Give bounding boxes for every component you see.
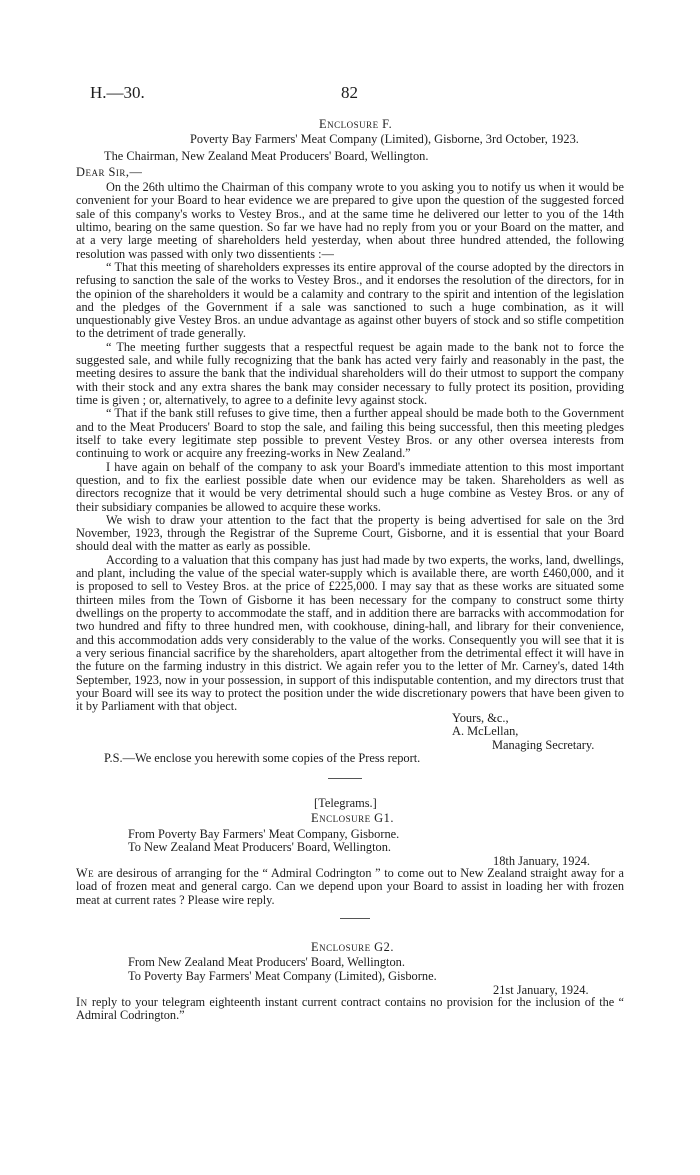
letter-paragraph: On the 26th ultimo the Chairman of this company wrote to you asking you to notify us when it would be convenient for your Board to hear evidence we are prepared to give upon the question of the suggested forced sale of this company's works to Vestey Bros., and at the same time he delivered our letter to you of the 14th ultimo, bearing on the same question. So far we have had no reply from you or your Board on the matter, and at a very large meeting of shareholders held yesterday, when about three hundred attended, the following resolution was passed with only two dissentients :— — [76, 180, 624, 261]
enclosure-f-addressee: The Chairman, New Zealand Meat Producers' Board, Wellington. — [104, 149, 429, 163]
section-divider — [328, 778, 362, 779]
telegrams-label: [Telegrams.] — [314, 796, 377, 810]
section-divider — [340, 918, 370, 919]
document-reference: H.—30. — [90, 83, 145, 102]
enclosure-g1-body — [76, 867, 624, 907]
enclosure-g2-text: reply to your telegram eighteenth instant current contract contains no provision for the inclusion of the “ Admiral Codrington.” — [76, 995, 624, 1023]
enclosure-f-letter-body — [76, 181, 624, 714]
resolution-paragraph: “ That this meeting of shareholders expresses its entire approval of the course adopted by the directors in refusing to sanction the sale of the works to Vestey Bros., and it endorses the resolution of the directors, for in the opinion of the shareholders it would be a calamity and contrary to the spirit and intention of the legislation and the pledges of the Government if a sale was sanctioned to such a huge combination, as it will unquestionably give Vestey Bros. an undue advantage as against other buyers of stock and so stifle competition to the detriment of trade generally. — [76, 259, 624, 341]
enclosure-g1-to: To New Zealand Meat Producers' Board, Wellington. — [128, 840, 392, 854]
enclosure-g1-heading: Enclosure G1. — [311, 811, 394, 825]
resolution-paragraph: “ The meeting further suggests that a respectful request be again made to the bank not to force the suggested sale, and while fully recognizing that the bank has acted very fairly and reasonably in the past, the meeting desires to assure the bank that the individual shareholders will do their utmost to support the company with their stock and any extra shares the bank may consider necessary to fully protect its position, providing time is given ; or, alternatively, to agree to a definite levy against stock. — [76, 339, 624, 407]
letter-signature: A. McLellan, — [452, 724, 519, 738]
letter-paragraph: We wish to draw your attention to the fact that the property is being advertised for sale on the 3rd November, 1923, through the Registrar of the Supreme Court, Gisborne, and it is essential that your Board should deal with the matter as early as possible. — [76, 512, 624, 554]
resolution-paragraph: “ That if the bank still refuses to give time, then a further appeal should be made both to the Government and to the Meat Producers' Board to stop the sale, and failing this being successful, then this meeting pledges itself to take every legitimate step possible to prevent Vestey Bros. or any other oversea interests from continuing to work or acquire any freezing-works in New Zealand.” — [76, 406, 624, 461]
enclosure-g2-to: To Poverty Bay Farmers' Meat Company (Limited), Gisborne. — [128, 969, 437, 983]
enclosure-g2-body — [76, 996, 624, 1023]
enclosure-g2-from: From New Zealand Meat Producers' Board, Wellington. — [128, 955, 405, 969]
enclosure-g1-date: 18th January, 1924. — [493, 854, 590, 868]
enclosure-f-heading: Enclosure F. — [319, 117, 393, 131]
letter-paragraph: According to a valuation that this company has just had made by two experts, the works, land, dwellings, and plant, including the value of the special water-supply which is available there, are worth £460,000, and it is proposed to sell to Vestey Bros. at the price of £225,000. I may say that as these works are situated some thirteen miles from the Town of Gisborne it has been necessary for the company to construct some thirty dwellings on the property to accommodate the staff, and in addition there are barracks with accommodation for two hundred and fifty to three hundred men, with cookhouse, dining-hall, and library for their convenience, and this accommodation adds very considerably to the value of the works. Consequently you will see that it is a very serious financial sacrifice by the shareholders, apart altogether from the detrimental effect it will have in the future on the farming industry in this district. We again refer you to the letter of Mr. Carney's, dated 14th September, 1923, now in your possession, in support of this indisputable contention, and my directors trust that your Board will see its way to protect the position under the wide discretionary powers that have been given to it by Parliament with that object. — [76, 552, 624, 714]
letter-closing: Yours, &c., — [452, 711, 509, 725]
enclosure-g2-lead-word: In — [76, 995, 88, 1009]
letter-paragraph: I have again on behalf of the company to ask your Board's immediate attention to this most important question, and to fix the earliest possible date when our evidence may be taken. Shareholders as well as directors recognize that it would be very detrimental should such a huge combine as Vestey Bros. or any of their subsidiary companies be allowed to acquire these works. — [76, 459, 624, 514]
postscript: P.S.—We enclose you herewith some copies of the Press report. — [104, 751, 421, 765]
enclosure-g1-text: are desirous of arranging for the “ Admiral Codrington ” to come out to New Zealand straight away for a load of frozen meat and general cargo. Can we depend upon your Board to assist in loading her with frozen meat at current rates ? Please wire reply. — [76, 866, 625, 907]
enclosure-f-salutation: Dear Sir,— — [76, 165, 143, 179]
enclosure-g1-lead-word: We — [76, 866, 95, 880]
enclosure-g2-heading: Enclosure G2. — [311, 940, 394, 954]
enclosure-g1-from: From Poverty Bay Farmers' Meat Company, Gisborne. — [128, 827, 400, 841]
enclosure-f-from-line: Poverty Bay Farmers' Meat Company (Limited), Gisborne, 3rd October, 1923. — [190, 132, 579, 146]
page-number: 82 — [341, 83, 358, 102]
enclosure-g2-date: 21st January, 1924. — [493, 983, 589, 997]
signatory-title: Managing Secretary. — [492, 738, 595, 752]
